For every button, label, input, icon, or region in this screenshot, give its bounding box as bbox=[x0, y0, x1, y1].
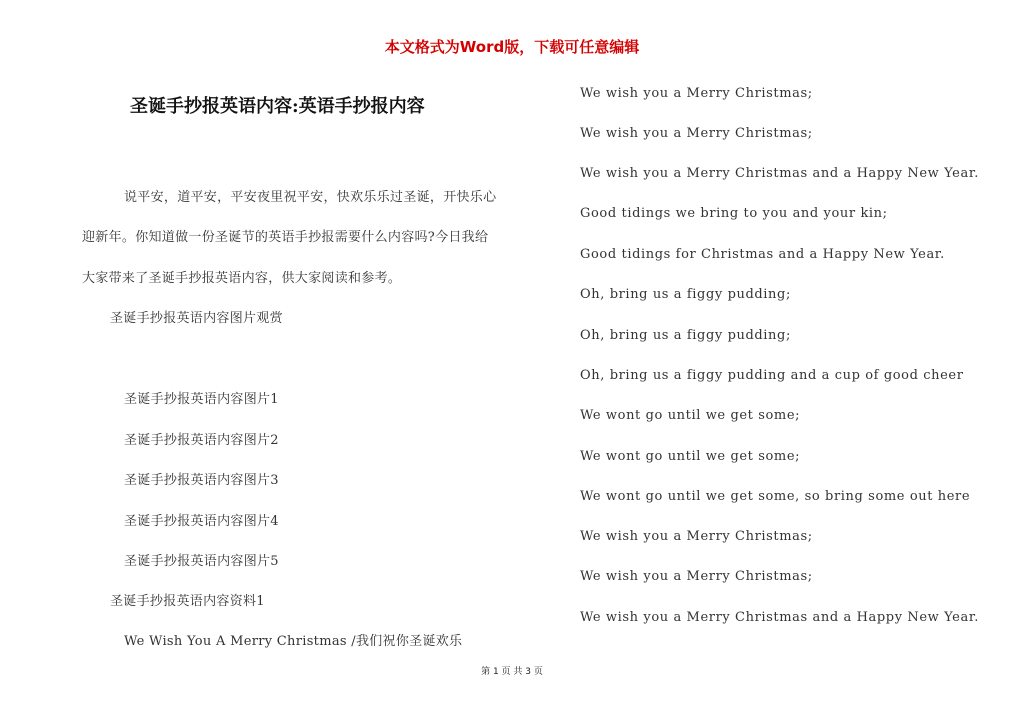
image-caption-3: 圣诞手抄报英语内容图片3 bbox=[124, 473, 279, 488]
lyric-line: We wont go until we get some; bbox=[580, 449, 801, 464]
lyric-line: Oh, bring us a figgy pudding; bbox=[580, 328, 791, 343]
gallery-heading: 圣诞手抄报英语内容图片观赏 bbox=[110, 311, 283, 326]
intro-line-3: 大家带来了圣诞手抄报英语内容，供大家阅读和参考。 bbox=[82, 271, 402, 286]
lyric-line: Good tidings for Christmas and a Happy New Year. bbox=[580, 247, 945, 262]
image-caption-2: 圣诞手抄报英语内容图片2 bbox=[124, 433, 279, 448]
lyric-line: Oh, bring us a figgy pudding and a cup of good cheer bbox=[580, 368, 964, 383]
lyric-line: We wish you a Merry Christmas; bbox=[580, 86, 813, 101]
lyric-line: We wish you a Merry Christmas; bbox=[580, 529, 813, 544]
song-title: We Wish You A Merry Christmas /我们祝你圣诞欢乐 bbox=[124, 634, 463, 649]
image-caption-5: 圣诞手抄报英语内容图片5 bbox=[124, 554, 279, 569]
image-caption-4: 圣诞手抄报英语内容图片4 bbox=[124, 514, 279, 529]
lyric-line: We wish you a Merry Christmas; bbox=[580, 569, 813, 584]
page-title: 圣诞手抄报英语内容:英语手抄报内容 bbox=[130, 96, 425, 117]
lyric-line: We wont go until we get some; bbox=[580, 408, 801, 423]
intro-line-2: 迎新年。你知道做一份圣诞节的英语手抄报需要什么内容吗?今日我给 bbox=[82, 230, 489, 245]
lyric-line: We wish you a Merry Christmas; bbox=[580, 126, 813, 141]
lyric-line: We wont go until we get some, so bring some out here bbox=[580, 489, 971, 504]
image-caption-1: 圣诞手抄报英语内容图片1 bbox=[124, 392, 279, 407]
lyric-line: We wish you a Merry Christmas and a Happy New Year. bbox=[580, 166, 979, 181]
lyric-line: Oh, bring us a figgy pudding; bbox=[580, 287, 791, 302]
material-heading: 圣诞手抄报英语内容资料1 bbox=[110, 594, 265, 609]
lyric-line: Good tidings we bring to you and your kin; bbox=[580, 206, 888, 221]
download-banner: 本文格式为Word版，下载可任意编辑 bbox=[384, 38, 640, 56]
lyric-line: We wish you a Merry Christmas and a Happy New Year. bbox=[580, 610, 979, 625]
page-number: 第 1 页 共 3 页 bbox=[481, 667, 543, 677]
intro-line-1: 说平安，道平安，平安夜里祝平安，快欢乐乐过圣诞，开快乐心 bbox=[124, 190, 497, 205]
